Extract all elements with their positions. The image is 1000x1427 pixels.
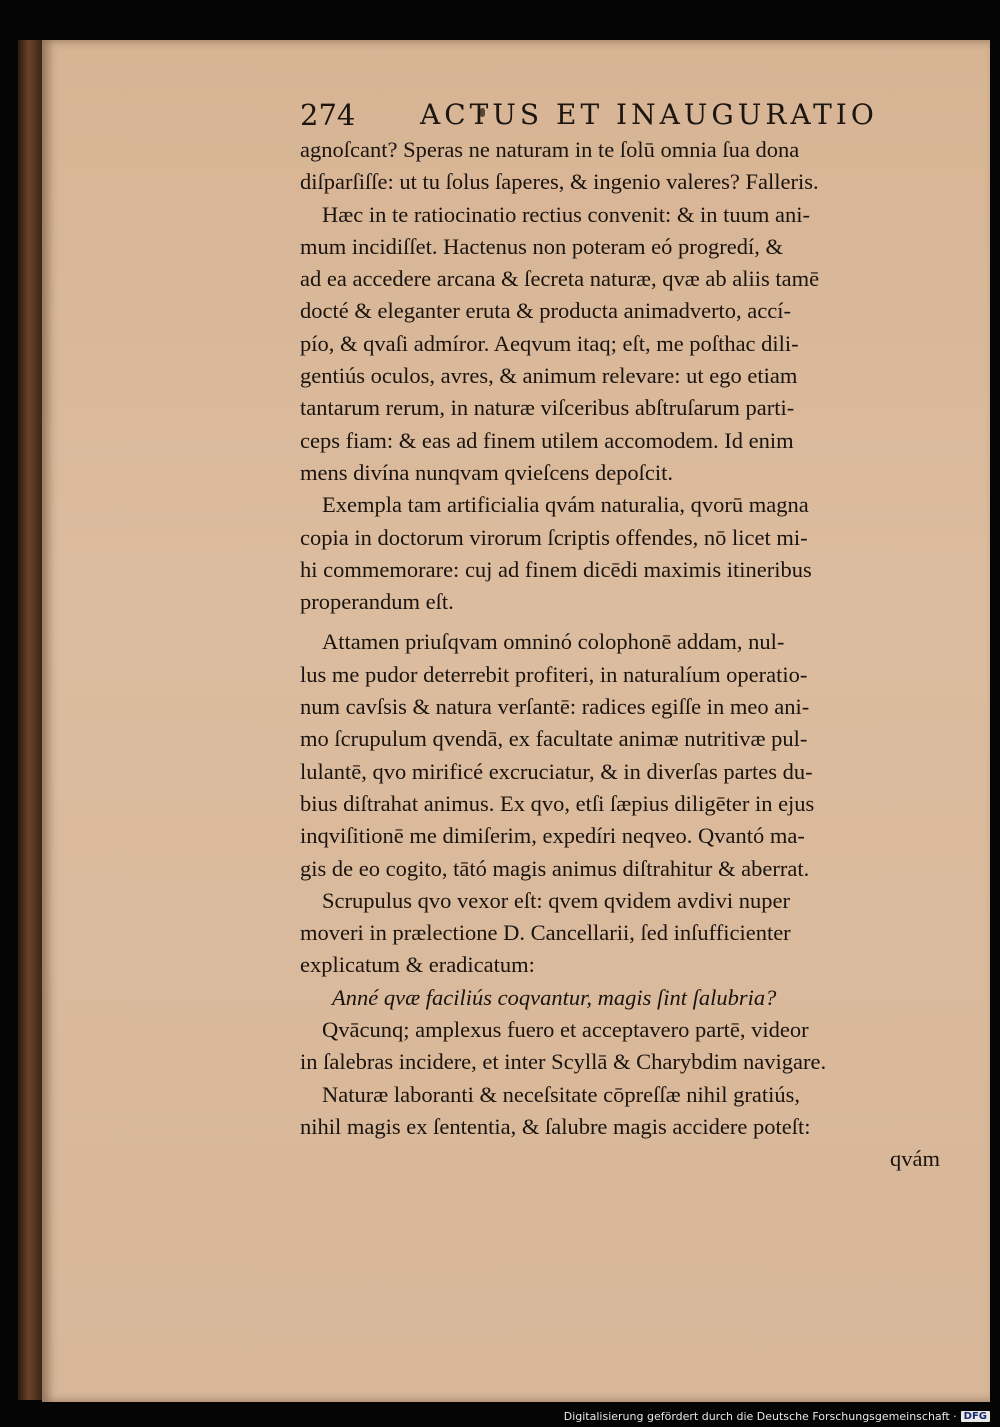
book-edge bbox=[18, 40, 42, 1400]
text-line: properandum eſt. bbox=[300, 589, 454, 615]
text-line: tantarum rerum, in naturæ viſceribus abſtruſarum parti- bbox=[300, 395, 795, 421]
text-line: inqviſitionē me dimiſerim, expedíri neqveo. Qvantó ma- bbox=[300, 823, 805, 849]
text-line: qvám bbox=[890, 1146, 940, 1172]
text-line: copia in doctorum virorum ſcriptis offendes, nō licet mi- bbox=[300, 524, 808, 550]
text-line: explicatum & eradicatum: bbox=[300, 952, 535, 978]
text-line: pío, & qvaſi admíror. Aeqvum itaq; eſt, me poſthac dili- bbox=[300, 330, 799, 356]
text-line: mo ſcrupulum qvendā, ex facultate animæ nutritivæ pul- bbox=[300, 726, 808, 752]
text-line: diſparſiſſe: ut tu ſolus ſaperes, & ingenio valeres? Falleris. bbox=[300, 169, 819, 195]
text-line: gis de eo cogito, tātó magis animus diſtrahitur & aberrat. bbox=[300, 855, 810, 881]
body-text bbox=[300, 134, 980, 1176]
text-line: lulantē, qvo mirificé excruciatur, & in diverſas partes du- bbox=[300, 758, 813, 784]
text-line: Scrupulus qvo vexor eſt: qvem qvidem avdivi nuper bbox=[322, 887, 791, 913]
digitization-credit bbox=[564, 1410, 990, 1423]
text-line: nihil magis ex ſententia, & ſalubre magis accidere poteſt: bbox=[300, 1113, 811, 1139]
text-line: lus me pudor deterrebit profiteri, in naturalíum operatio- bbox=[300, 661, 808, 687]
text-line: Qvācunq; amplexus fuero et acceptavero partē, videor bbox=[322, 1017, 809, 1043]
text-line: docté & eleganter eruta & producta animadverto, accí- bbox=[300, 298, 792, 324]
text-line: ceps fiam: & eas ad finem utilem accomodem. Id enim bbox=[300, 427, 794, 453]
text-line: Naturæ laboranti & neceſsitate cōpreſſæ nihil gratiús, bbox=[322, 1081, 800, 1107]
text-line: mum incidiſſet. Hactenus non poteram eó progredí, & bbox=[300, 233, 784, 259]
text-line: agnoſcant? Speras ne naturam in te ſolū omnia ſua dona bbox=[300, 137, 800, 162]
text-line: Hæc in te ratiocinatio rectius convenit: & in tuum ani- bbox=[322, 201, 811, 227]
text-line: hi commemorare: cuj ad finem dicēdi maximis itineribus bbox=[300, 556, 812, 582]
running-head-title: ACTUS ET INAUGURATIO bbox=[420, 98, 878, 131]
text-line: mens divína nunqvam qvieſcens depoſcit. bbox=[300, 459, 674, 485]
text-line: moveri in prælectione D. Cancellarii, ſed inſufficienter bbox=[300, 920, 791, 946]
text-line: Exempla tam artificialia qvám naturalia, qvorū magna bbox=[322, 492, 809, 518]
page-number: 274 bbox=[300, 98, 356, 132]
text-line: ad ea accedere arcana & ſecreta naturæ, qvæ ab aliis tamē bbox=[300, 266, 820, 292]
dfg-logo-icon: DFG bbox=[961, 1411, 990, 1422]
text-line: bius diſtrahat animus. Ex qvo, etſi ſæpius diligēter in ejus bbox=[300, 790, 815, 816]
text-line: num cavſsis & natura verſantē: radices egiſſe in meo ani- bbox=[300, 694, 810, 720]
text-line: Anné qvæ faciliús coqvantur, magis ſint ſalubria? bbox=[332, 984, 777, 1010]
text-line: in ſalebras incidere, et inter Scyllā & Charybdim navigare. bbox=[300, 1049, 827, 1075]
text-line: gentiús oculos, avres, & animum relevare: ut ego etiam bbox=[300, 363, 798, 389]
credit-text: Digitalisierung gefördert durch die Deutsche Forschungsgemeinschaft · bbox=[563, 1410, 957, 1423]
text-line: Attamen priuſqvam omninó colophonē addam, nul- bbox=[322, 629, 785, 655]
